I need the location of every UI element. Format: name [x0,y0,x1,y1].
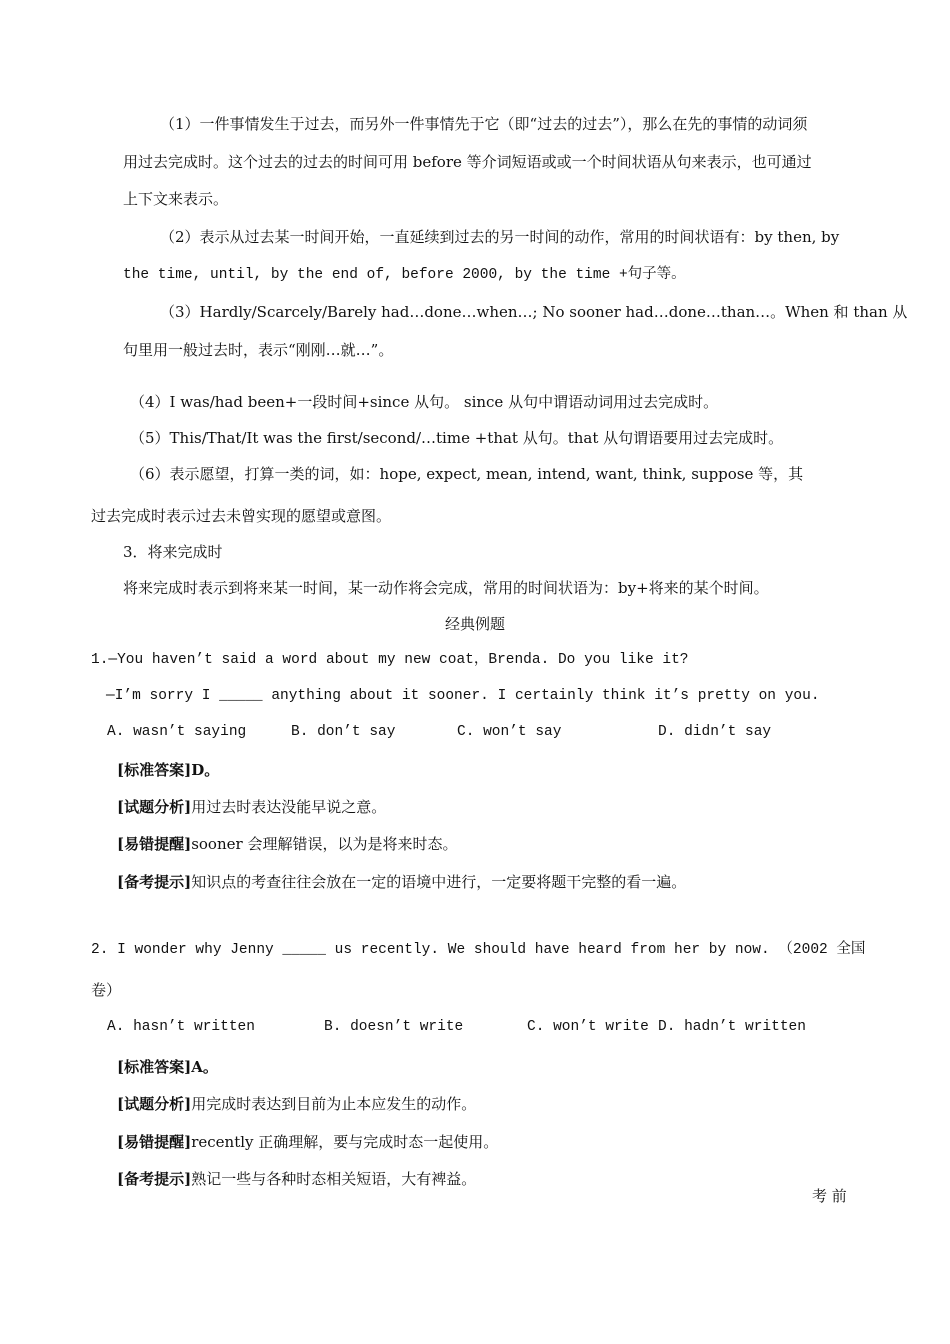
q1-option-b: B. don’t say [291,724,396,740]
p6-line2: 过去完成时表示过去未曾实现的愿望或意图。 [91,507,392,525]
q1-option-c: C. won’t say [457,724,562,740]
footer-text: 考 前 [812,1187,847,1205]
examples-title: 经典例题 [444,615,505,633]
q1-option-a: A. wasn’t saying [107,724,247,740]
q2-mistake-text: recently 正确理解，要与完成时态一起使用。 [191,1133,499,1151]
q1-tip-label: [备考提示] [117,873,192,891]
q1-analysis-label: [试题分析] [117,798,192,816]
q2-tip-text: 熟记一些与各种时态相关短语，大有裨益。 [191,1170,477,1188]
q2-tip-label: [备考提示] [117,1170,192,1188]
q2-answer-value: A。 [191,1058,218,1076]
q2-mistake-label: [易错提醒] [117,1133,192,1151]
q1-analysis-text: 用过去时表达没能早说之意。 [191,798,387,816]
p1-line2: 用过去完成时。这个过去的过去的时间可用 before 等介词短语或或一个时间状语从句来表示，也可通过 [123,153,812,171]
q1-answer-value: D。 [191,761,220,779]
p5-line: （5）This/That/It was the first/second/…time +that 从句。that 从句谓语要用过去完成时。 [130,429,784,447]
q1-tip [117,872,686,892]
q1-mistake-label: [易错提醒] [117,835,192,853]
q1-answer [117,760,219,780]
q2-answer-label: [标准答案] [117,1058,192,1076]
q1-option-d: D. didn’t say [658,724,772,740]
p3-line1: （3）Hardly/Scarcely/Barely had…done…when…; No sooner had…done…than…。When 和 than 从 [160,303,908,321]
section3-title: 3．将来完成时 [123,543,223,561]
q1-analysis [117,797,386,817]
q1-mistake-text: sooner 会理解错误，以为是将来时态。 [191,835,458,853]
p3-line2: 句里用一般过去时，表示“刚刚…就…”。 [123,341,394,359]
q2-tip [117,1169,476,1189]
q2-option-d: D. hadn’t written [658,1019,806,1035]
q2-option-a: A. hasn’t written [107,1019,255,1035]
q2-mistake [117,1132,498,1152]
q2-option-b: B. doesn’t write [324,1019,464,1035]
q2-analysis-label: [试题分析] [117,1095,192,1113]
q1-stem-line2: —I’m sorry I _____ anything about it sooner. I certainly think it’s pretty on you. [106,688,820,704]
p6-line1: （6）表示愿望，打算一类的词，如：hope, expect, mean, intend, want, think, suppose 等，其 [130,465,804,483]
section3-text: 将来完成时表示到将来某一时间，某一动作将会完成，常用的时间状语为：by+将来的某个时间。 [123,579,769,597]
q1-mistake [117,834,457,854]
q1-answer-label: [标准答案] [117,761,192,779]
q1-tip-text: 知识点的考查往往会放在一定的语境中进行，一定要将题干完整的看一遍。 [191,873,687,891]
p1-line3: 上下文来表示。 [123,190,229,208]
p1-line1: （1）一件事情发生于过去，而另外一件事情先于它（即“过去的过去”），那么在先的事情的动词须 [160,115,808,133]
p2-line1: （2）表示从过去某一时间开始，一直延续到过去的另一时间的动作，常用的时间状语有：by then, by [160,228,840,246]
q1-stem-line1: 1.—You haven’t said a word about my new coat，Brenda. Do you like it? [91,652,689,668]
q2-analysis [117,1094,476,1114]
q2-answer [117,1057,218,1077]
p4-line: （4）I was/had been+一段时间+since 从句。 since 从句中谓语动词用过去完成时。 [130,393,719,411]
q2-stem-line1: 2. I wonder why Jenny _____ us recently. We should have heard from her by now. （2002 全国 [91,942,866,958]
p2-line2: the time, until, by the end of, before 2000, by the time +句子等。 [123,267,686,283]
q2-stem-line2: 卷） [91,981,122,999]
q2-analysis-text: 用完成时表达到目前为止本应发生的动作。 [191,1095,477,1113]
q2-option-c: C. won’t write [527,1019,649,1035]
